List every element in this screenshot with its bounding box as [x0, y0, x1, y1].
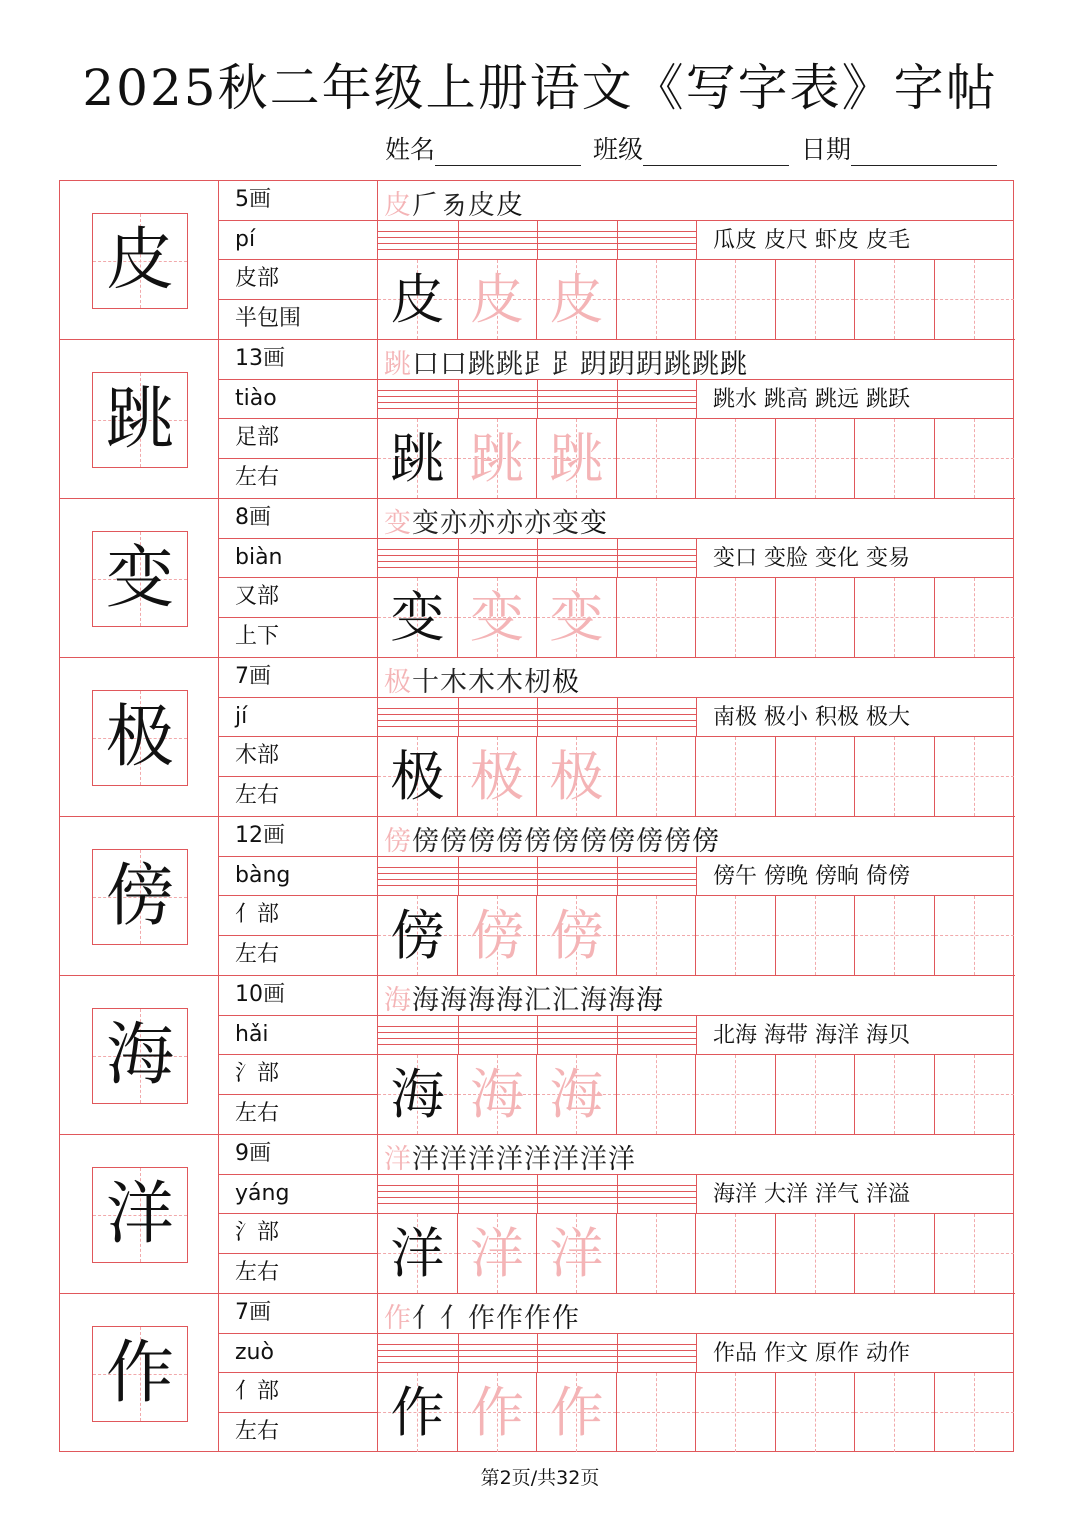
structure: 半包围 — [235, 305, 302, 331]
practice-area — [378, 1135, 1014, 1293]
practice-area — [378, 499, 1014, 657]
pinyin: biàn — [219, 539, 377, 579]
writing-cell[interactable] — [696, 737, 776, 816]
vocab-words: 北海 海带 海洋 海贝 — [696, 1016, 1014, 1056]
stroke-step: 木 — [496, 667, 524, 698]
char-display — [60, 1294, 219, 1452]
stroke-step: 傍 — [440, 826, 468, 857]
vocab-words: 傍午 傍晚 傍晌 倚傍 — [696, 857, 1014, 897]
trace-char: 变 — [549, 586, 604, 649]
char-info — [219, 340, 378, 498]
date-label: 日期 — [800, 135, 851, 164]
writing-cell[interactable] — [696, 578, 776, 657]
stroke-step: 亻 — [440, 1303, 468, 1334]
model-char: 洋 — [390, 1222, 445, 1285]
trace-char: 皮 — [549, 268, 604, 331]
stroke-count: 9画 — [219, 1135, 377, 1175]
radical: 又部 — [219, 578, 377, 618]
stroke-step: 洋 — [384, 1144, 412, 1175]
stroke-step: 洋 — [552, 1144, 580, 1175]
stroke-order-line — [378, 499, 1014, 539]
stroke-order-line — [378, 817, 1014, 857]
char-info — [219, 1135, 378, 1293]
radical: 亻部 — [219, 1373, 377, 1413]
model-char: 作 — [390, 1381, 445, 1444]
stroke-step: 跀 — [636, 349, 664, 380]
stroke-step: 皮 — [384, 190, 412, 221]
stroke-step: 作 — [384, 1303, 412, 1334]
writing-cell[interactable] — [617, 578, 697, 657]
writing-cell[interactable] — [776, 896, 856, 975]
stroke-step: 洋 — [608, 1144, 636, 1175]
writing-cell[interactable] — [458, 578, 538, 657]
writing-cell[interactable] — [537, 1373, 617, 1452]
trace-char: 皮 — [470, 268, 524, 331]
writing-cell[interactable] — [855, 260, 935, 339]
char-display — [60, 181, 219, 339]
vocab-words: 变口 变脸 变化 变易 — [696, 539, 1014, 579]
writing-cell[interactable] — [935, 896, 1015, 975]
char-info — [219, 817, 378, 975]
writing-cell[interactable] — [696, 1373, 776, 1452]
trace-char: 变 — [470, 586, 524, 649]
stroke-step: 跳 — [720, 349, 748, 380]
writing-cell[interactable] — [378, 1373, 458, 1452]
writing-cell[interactable] — [935, 1373, 1015, 1452]
stroke-step: 亦 — [524, 508, 552, 539]
stroke-step: 跳 — [496, 349, 524, 380]
writing-cell[interactable] — [458, 419, 538, 498]
stroke-step: 变 — [412, 508, 440, 539]
char-display — [60, 1135, 219, 1293]
class-blank[interactable] — [643, 141, 789, 166]
stroke-order — [384, 501, 608, 540]
target-char: 作 — [105, 1334, 174, 1413]
stroke-step: 洋 — [496, 1144, 524, 1175]
writing-cell[interactable] — [537, 1055, 617, 1134]
stroke-step: 跳 — [384, 349, 412, 380]
stroke-step: 十 — [412, 667, 440, 698]
page-title: 2025秋二年级上册语文《写字表》字帖 — [82, 59, 998, 117]
stroke-count: 7画 — [219, 1294, 377, 1334]
writing-cell[interactable] — [855, 1373, 935, 1452]
stroke-count: 10画 — [219, 976, 377, 1016]
stroke-step: 𧾷 — [552, 349, 580, 380]
pinyin-writing-lines[interactable] — [378, 380, 696, 420]
trace-char: 洋 — [470, 1222, 524, 1285]
stroke-step: 汇 — [552, 985, 580, 1016]
stroke-step: 跳 — [468, 349, 496, 380]
writing-cell[interactable] — [537, 1214, 617, 1293]
trace-char: 作 — [549, 1381, 604, 1444]
writing-cell[interactable] — [458, 737, 538, 816]
stroke-step: 跳 — [664, 349, 692, 380]
writing-cell[interactable] — [696, 260, 776, 339]
stroke-step: 海 — [580, 985, 608, 1016]
writing-cell[interactable] — [617, 1373, 697, 1452]
char-display — [60, 499, 219, 657]
tian-grid-box — [92, 1008, 188, 1104]
trace-char: 海 — [470, 1063, 524, 1126]
stroke-step: 洋 — [412, 1144, 440, 1175]
writing-cell[interactable] — [378, 260, 458, 339]
character-row — [60, 340, 1015, 499]
pinyin-writing-lines[interactable] — [378, 221, 696, 261]
stroke-step: 海 — [468, 985, 496, 1016]
stroke-step: 汇 — [524, 985, 552, 1016]
character-row — [60, 658, 1015, 817]
writing-cell[interactable] — [696, 896, 776, 975]
student-info-line — [385, 130, 1001, 166]
stroke-step: 傍 — [580, 826, 608, 857]
pinyin-writing-lines[interactable] — [378, 1175, 696, 1215]
stroke-step: 傍 — [496, 826, 524, 857]
structure: 左右 — [235, 1259, 280, 1285]
stroke-step: 傍 — [636, 826, 664, 857]
writing-cell[interactable] — [458, 1055, 538, 1134]
stroke-step: 洋 — [524, 1144, 552, 1175]
stroke-step: 海 — [496, 985, 524, 1016]
stroke-order — [384, 819, 720, 858]
stroke-step: 变 — [384, 508, 412, 539]
practice-area — [378, 1294, 1014, 1452]
stroke-order-line — [378, 976, 1014, 1016]
model-char: 变 — [390, 586, 445, 649]
stroke-step: 海 — [412, 985, 440, 1016]
stroke-step: 𠃓 — [440, 190, 468, 221]
vocab-words: 跳水 跳高 跳远 跳跃 — [696, 380, 1014, 420]
pinyin: pí — [219, 221, 377, 261]
writing-cell[interactable] — [776, 1055, 856, 1134]
char-info — [219, 976, 378, 1134]
char-display — [60, 658, 219, 816]
writing-cell[interactable] — [458, 896, 538, 975]
stroke-step: 杒 — [524, 667, 552, 698]
stroke-step: 洋 — [468, 1144, 496, 1175]
practice-area — [378, 658, 1014, 816]
stroke-step: 傍 — [468, 826, 496, 857]
stroke-count: 12画 — [219, 817, 377, 857]
name-blank[interactable] — [435, 141, 581, 166]
trace-char: 作 — [470, 1381, 524, 1444]
writing-cell[interactable] — [617, 737, 697, 816]
writing-cell[interactable] — [855, 419, 935, 498]
writing-cell[interactable] — [617, 1055, 697, 1134]
stroke-step: 𠂆 — [412, 190, 440, 221]
pinyin: hǎi — [219, 1016, 377, 1056]
writing-cell[interactable] — [855, 896, 935, 975]
model-char: 海 — [390, 1063, 445, 1126]
stroke-count: 8画 — [219, 499, 377, 539]
page-number: 第2页/共32页 — [480, 1467, 600, 1489]
trace-char: 跳 — [470, 427, 524, 490]
writing-cell[interactable] — [776, 260, 856, 339]
trace-char: 海 — [549, 1063, 604, 1126]
writing-cell[interactable] — [935, 1214, 1015, 1293]
writing-cell[interactable] — [776, 1214, 856, 1293]
char-info — [219, 499, 378, 657]
pinyin-writing-lines[interactable] — [378, 857, 696, 897]
trace-char: 傍 — [549, 904, 604, 967]
stroke-step: 口 — [412, 349, 440, 380]
stroke-step: 海 — [440, 985, 468, 1016]
model-char: 跳 — [390, 427, 445, 490]
stroke-step: 变 — [552, 508, 580, 539]
stroke-step: 作 — [524, 1303, 552, 1334]
stroke-step: 跀 — [580, 349, 608, 380]
stroke-order — [384, 1137, 636, 1176]
stroke-step: 木 — [440, 667, 468, 698]
char-info — [219, 658, 378, 816]
stroke-step: 亦 — [440, 508, 468, 539]
writing-cell[interactable] — [458, 1373, 538, 1452]
radical: 氵部 — [219, 1055, 377, 1095]
writing-cell[interactable] — [776, 419, 856, 498]
writing-cell[interactable] — [776, 1373, 856, 1452]
pinyin: bàng — [219, 857, 377, 897]
stroke-order — [384, 978, 664, 1017]
trace-char: 傍 — [470, 904, 524, 967]
class-label: 班级 — [592, 135, 643, 164]
writing-cell[interactable] — [855, 578, 935, 657]
writing-cell[interactable] — [378, 578, 458, 657]
stroke-step: 跳 — [692, 349, 720, 380]
writing-cell[interactable] — [378, 896, 458, 975]
tian-grid-box — [92, 849, 188, 945]
stroke-step: 变 — [580, 508, 608, 539]
radical: 亻部 — [219, 896, 377, 936]
stroke-step: 海 — [384, 985, 412, 1016]
practice-area — [378, 340, 1014, 498]
stroke-step: 傍 — [608, 826, 636, 857]
vocab-words: 海洋 大洋 洋气 洋溢 — [696, 1175, 1014, 1215]
stroke-order-line — [378, 1135, 1014, 1175]
stroke-count: 13画 — [219, 340, 377, 380]
char-display — [60, 340, 219, 498]
stroke-order-line — [378, 181, 1014, 221]
stroke-step: 木 — [468, 667, 496, 698]
character-row — [60, 1135, 1015, 1294]
target-char: 洋 — [105, 1175, 174, 1254]
char-info — [219, 181, 378, 339]
stroke-step: 亻 — [412, 1303, 440, 1334]
writing-cell[interactable] — [855, 1055, 935, 1134]
stroke-step: 海 — [636, 985, 664, 1016]
practice-sheet — [59, 180, 1014, 1452]
character-row — [60, 817, 1015, 976]
target-char: 跳 — [105, 380, 174, 459]
structure: 左右 — [235, 464, 280, 490]
stroke-step: 作 — [496, 1303, 524, 1334]
structure: 上下 — [235, 623, 280, 649]
model-char: 极 — [390, 745, 445, 808]
stroke-step: 傍 — [384, 826, 412, 857]
pinyin-writing-lines[interactable] — [378, 1334, 696, 1374]
vocab-words: 南极 极小 积极 极大 — [696, 698, 1014, 738]
stroke-step: 作 — [552, 1303, 580, 1334]
stroke-step: 傍 — [524, 826, 552, 857]
char-info — [219, 1294, 378, 1452]
stroke-step: 傍 — [552, 826, 580, 857]
stroke-order — [384, 660, 580, 699]
practice-area — [378, 817, 1014, 975]
target-char: 极 — [105, 698, 174, 777]
tian-grid-box — [92, 531, 188, 627]
character-row — [60, 1294, 1015, 1453]
writing-cell[interactable] — [458, 260, 538, 339]
tian-grid-box — [92, 1326, 188, 1422]
writing-cell[interactable] — [696, 419, 776, 498]
radical: 木部 — [219, 737, 377, 777]
writing-cell[interactable] — [935, 419, 1015, 498]
stroke-step: 傍 — [664, 826, 692, 857]
writing-cell[interactable] — [378, 737, 458, 816]
writing-cell[interactable] — [776, 737, 856, 816]
trace-char: 跳 — [549, 427, 604, 490]
radical: 皮部 — [219, 260, 377, 300]
writing-cell[interactable] — [696, 1055, 776, 1134]
structure: 左右 — [235, 1100, 280, 1126]
model-char: 皮 — [390, 268, 445, 331]
writing-cell[interactable] — [855, 737, 935, 816]
pinyin: tiào — [219, 380, 377, 420]
target-char: 皮 — [105, 221, 174, 300]
structure: 左右 — [235, 1418, 280, 1444]
practice-area — [378, 181, 1014, 339]
stroke-step: 𧾷 — [524, 349, 552, 380]
char-display — [60, 976, 219, 1134]
stroke-step: 海 — [608, 985, 636, 1016]
stroke-step: 皮 — [468, 190, 496, 221]
vocab-words: 作品 作文 原作 动作 — [696, 1334, 1014, 1374]
radical: 氵部 — [219, 1214, 377, 1254]
writing-cell[interactable] — [537, 578, 617, 657]
tian-grid-box — [92, 1167, 188, 1263]
stroke-step: 皮 — [496, 190, 524, 221]
stroke-count: 5画 — [219, 181, 377, 221]
pinyin: jí — [219, 698, 377, 738]
radical: 足部 — [219, 419, 377, 459]
stroke-order — [384, 183, 524, 222]
pinyin: yáng — [219, 1175, 377, 1215]
writing-cell[interactable] — [935, 260, 1015, 339]
stroke-order-line — [378, 1294, 1014, 1334]
writing-cell[interactable] — [537, 419, 617, 498]
writing-cell[interactable] — [378, 419, 458, 498]
trace-char: 洋 — [549, 1222, 604, 1285]
writing-cell[interactable] — [537, 737, 617, 816]
writing-cell[interactable] — [378, 1214, 458, 1293]
writing-cell[interactable] — [855, 1214, 935, 1293]
stroke-order — [384, 1296, 580, 1335]
writing-cell[interactable] — [617, 1214, 697, 1293]
stroke-step: 极 — [552, 667, 580, 698]
model-char: 傍 — [390, 904, 445, 967]
pinyin: zuò — [219, 1334, 377, 1374]
writing-cell[interactable] — [458, 1214, 538, 1293]
writing-cell[interactable] — [776, 578, 856, 657]
writing-cell[interactable] — [935, 737, 1015, 816]
target-char: 变 — [105, 539, 174, 618]
tian-grid-box — [92, 690, 188, 786]
structure: 左右 — [235, 941, 280, 967]
stroke-step: 极 — [384, 667, 412, 698]
character-row — [60, 976, 1015, 1135]
character-row — [60, 181, 1015, 340]
trace-char: 极 — [549, 745, 604, 808]
stroke-count: 7画 — [219, 658, 377, 698]
stroke-step: 作 — [468, 1303, 496, 1334]
writing-cell[interactable] — [378, 1055, 458, 1134]
writing-cell[interactable] — [617, 419, 697, 498]
pinyin-writing-lines[interactable] — [378, 698, 696, 738]
writing-cell[interactable] — [617, 260, 697, 339]
writing-cell[interactable] — [617, 896, 697, 975]
stroke-order — [384, 342, 748, 381]
writing-cell[interactable] — [935, 578, 1015, 657]
writing-cell[interactable] — [696, 1214, 776, 1293]
stroke-step: 傍 — [412, 826, 440, 857]
stroke-step: 傍 — [692, 826, 720, 857]
vocab-words: 瓜皮 皮尺 虾皮 皮毛 — [696, 221, 1014, 261]
tian-grid-box — [92, 372, 188, 468]
character-row — [60, 499, 1015, 658]
stroke-step: 亦 — [468, 508, 496, 539]
stroke-step: 洋 — [580, 1144, 608, 1175]
writing-cell[interactable] — [935, 1055, 1015, 1134]
target-char: 傍 — [105, 857, 174, 936]
stroke-step: 亦 — [496, 508, 524, 539]
writing-cell[interactable] — [537, 260, 617, 339]
writing-cell[interactable] — [537, 896, 617, 975]
stroke-step: 洋 — [440, 1144, 468, 1175]
pinyin-writing-lines[interactable] — [378, 539, 696, 579]
tian-grid-box — [92, 213, 188, 309]
practice-area — [378, 976, 1014, 1134]
target-char: 海 — [105, 1016, 174, 1095]
structure: 左右 — [235, 782, 280, 808]
date-blank[interactable] — [851, 141, 997, 166]
char-display — [60, 817, 219, 975]
stroke-order-line — [378, 658, 1014, 698]
name-label: 姓名 — [385, 135, 436, 164]
pinyin-writing-lines[interactable] — [378, 1016, 696, 1056]
stroke-step: 跀 — [608, 349, 636, 380]
trace-char: 极 — [470, 745, 524, 808]
stroke-step: 口 — [440, 349, 468, 380]
stroke-order-line — [378, 340, 1014, 380]
